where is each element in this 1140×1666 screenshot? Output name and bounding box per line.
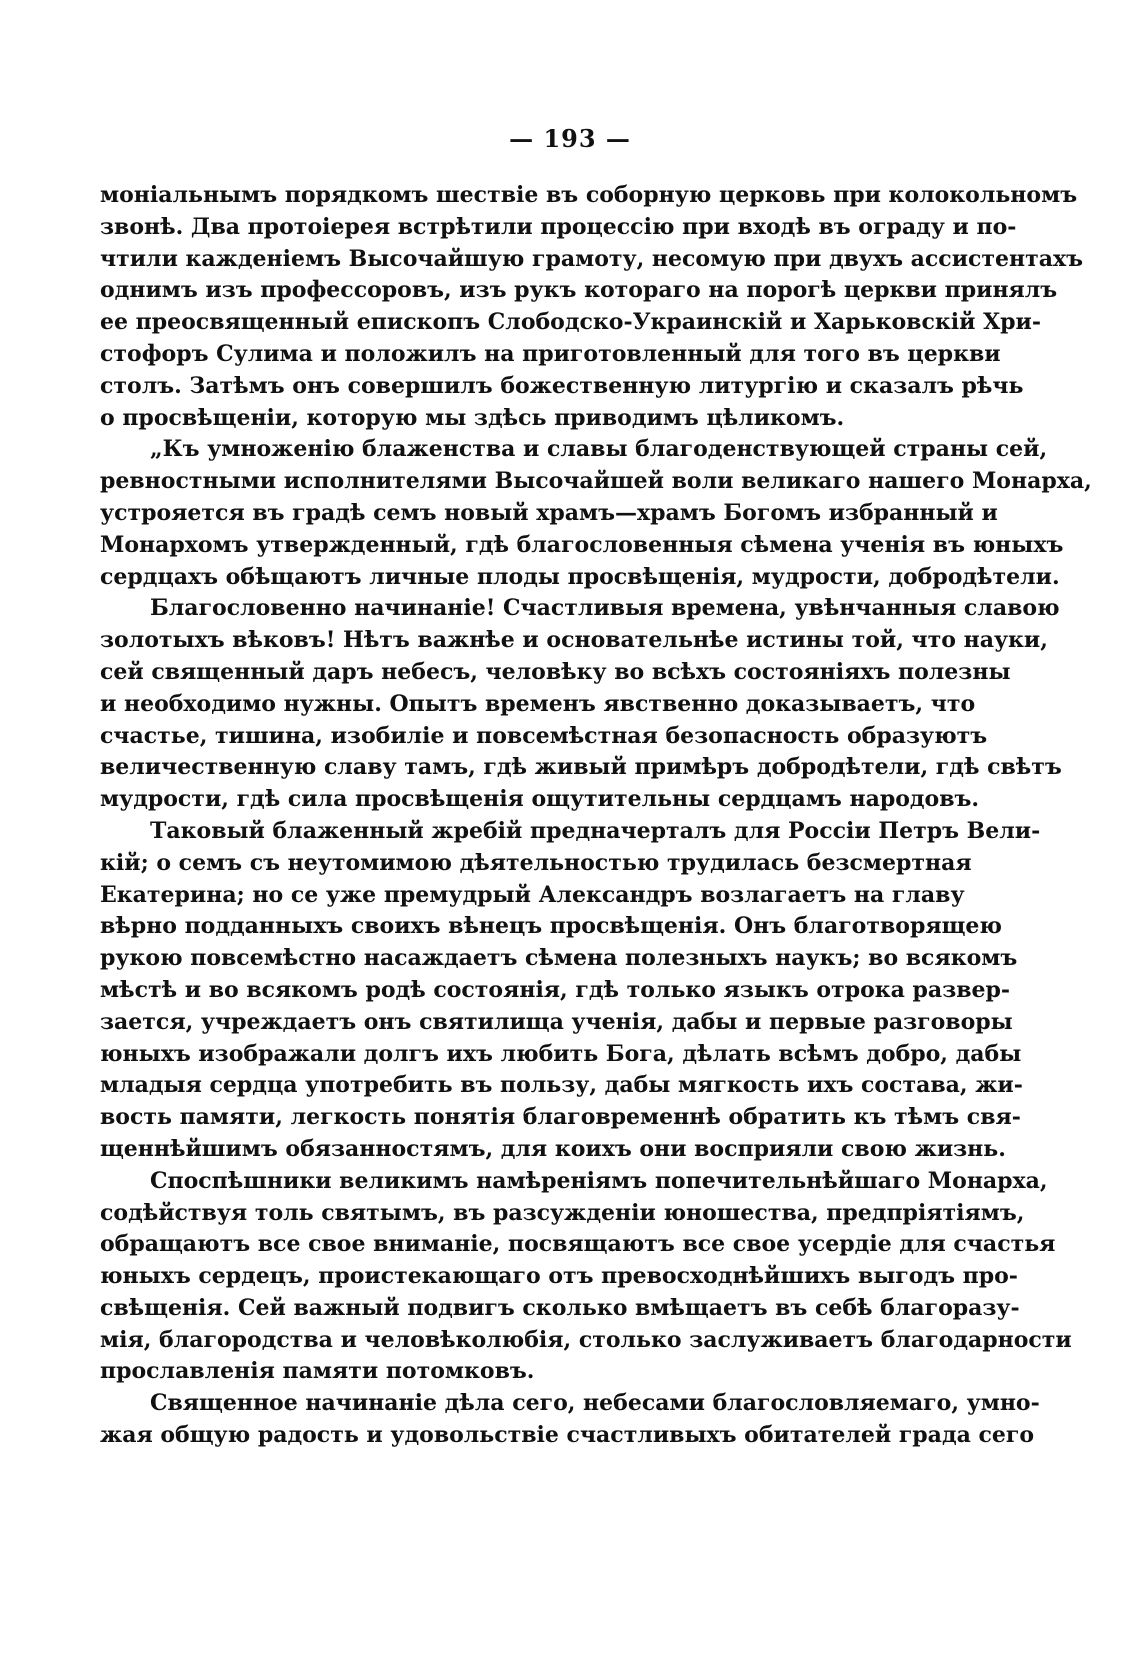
text-line: и необходимо нужны. Опытъ временъ явственно доказываетъ, что (100, 690, 976, 717)
text-line: юныхъ сердецъ, проистекающаго отъ превосходнѣйшихъ выгодъ про- (100, 1263, 1018, 1290)
text-line: рукою повсемѣстно насаждаетъ сѣмена полезныхъ наукъ; во всякомъ (100, 945, 1018, 972)
text-line: моніальнымъ порядкомъ шествіе въ соборную церковь при колокольномъ (100, 182, 1078, 208)
text-line: столъ. Затѣмъ онъ совершилъ божественную литургію и сказалъ рѣчь (100, 372, 1024, 399)
text-line: величественную славу тамъ, гдѣ живый примѣръ добродѣтели, гдѣ свѣтъ (100, 754, 1062, 781)
text-line: прославленія памяти потомковъ. (100, 1358, 535, 1385)
text-line: свѣщенія. Сей важный подвигъ сколько вмѣщаетъ въ себѣ благоразу- (100, 1294, 1020, 1321)
text-line: стофоръ Сулима и положилъ на приготовленный для того въ церкви (100, 340, 1001, 367)
body-text (100, 180, 1092, 1452)
text-line: мія, благородства и человѣколюбія, столько заслуживаетъ благодарности (100, 1326, 1072, 1353)
text-line: юныхъ изображали долгъ ихъ любить Бога, дѣлать всѣмъ добро, дабы (100, 1040, 1022, 1067)
text-line: устрояется въ градѣ семъ новый храмъ—храмъ Богомъ избранный и (100, 499, 998, 526)
text-line: содѣйствуя толь святымъ, въ разсужденіи юношества, предпріятіямъ, (100, 1199, 1025, 1226)
text-line: сердцахъ обѣщаютъ личные плоды просвѣщенія, мудрости, добродѣтели. (100, 563, 1060, 590)
text-line: Таковый блаженный жребій предначерталъ для Россіи Петръ Вели- (150, 817, 1041, 844)
text-line: о просвѣщеніи, которую мы здѣсь приводимъ цѣликомъ. (100, 404, 845, 431)
text-line: вость памяти, легкость понятія благовременнѣ обратить къ тѣмъ свя- (100, 1104, 1021, 1131)
text-line: ее преосвященный епископъ Слободско-Украинскій и Харьковскій Хри- (100, 309, 1041, 336)
text-line: ревностными исполнителями Высочайшей воли великаго нашего Монарха, (100, 468, 1092, 495)
text-line: вѣрно подданныхъ своихъ вѣнецъ просвѣщенія. Онъ благотворящею (100, 913, 1002, 940)
page-number: — 193 — (509, 124, 631, 153)
text-line: золотыхъ вѣковъ! Нѣтъ важнѣе и основательнѣе истины той, что науки, (100, 627, 1048, 654)
text-line: Екатерина; но се уже премудрый Александръ возлагаетъ на главу (100, 881, 965, 908)
text-line: Споспѣшники великимъ намѣреніямъ попечительнѣйшаго Монарха, (150, 1167, 1048, 1194)
text-line: жая общую радость и удовольствіе счастливыхъ обитателей града сего (100, 1422, 1035, 1449)
text-line: Монархомъ утвержденный, гдѣ благословенныя сѣмена ученія въ юныхъ (100, 531, 1064, 558)
text-line: звонѣ. Два протоіерея встрѣтили процессію при входѣ въ ограду и по- (100, 213, 1017, 240)
text-line: сей священный даръ небесъ, человѣку во всѣхъ состояніяхъ полезны (100, 658, 1011, 685)
text-line: младыя сердца употребить въ пользу, дабы мягкость ихъ состава, жи- (100, 1072, 1023, 1099)
text-line: Священное начинаніе дѣла сего, небесами благословляемаго, умно- (150, 1390, 1040, 1417)
text-line: кій; о семъ съ неутомимою дѣятельностью трудилась безсмертная (100, 849, 972, 876)
text-line: „Къ умноженію блаженства и славы благоденствующей страны сей, (150, 436, 1048, 463)
text-line: мудрости, гдѣ сила просвѣщенія ощутительны сердцамъ народовъ. (100, 786, 980, 813)
text-line: чтили кажденіемъ Высочайшую грамоту, несомую при двухъ ассистентахъ (100, 245, 1084, 272)
text-line: обращаютъ все свое вниманіе, посвящаютъ все свое усердіе для счастья (100, 1231, 1056, 1258)
text-line: мѣстѣ и во всякомъ родѣ состоянія, гдѣ только языкъ отрока развер- (100, 976, 1011, 1003)
text-line: щеннѣйшимъ обязанностямъ, для коихъ они восприяли свою жизнь. (100, 1135, 1006, 1162)
text-line: Благословенно начинаніе! Счастливыя времена, увѣнчанныя славою (150, 595, 1060, 622)
text-line: однимъ изъ профессоровъ, изъ рукъ котораго на порогѣ церкви принялъ (100, 277, 1058, 304)
text-line: счастье, тишина, изобиліе и повсемѣстная безопасность образуютъ (100, 722, 988, 749)
text-line: зается, учреждаетъ онъ святилища ученія, дабы и первые разговоры (100, 1008, 1013, 1035)
